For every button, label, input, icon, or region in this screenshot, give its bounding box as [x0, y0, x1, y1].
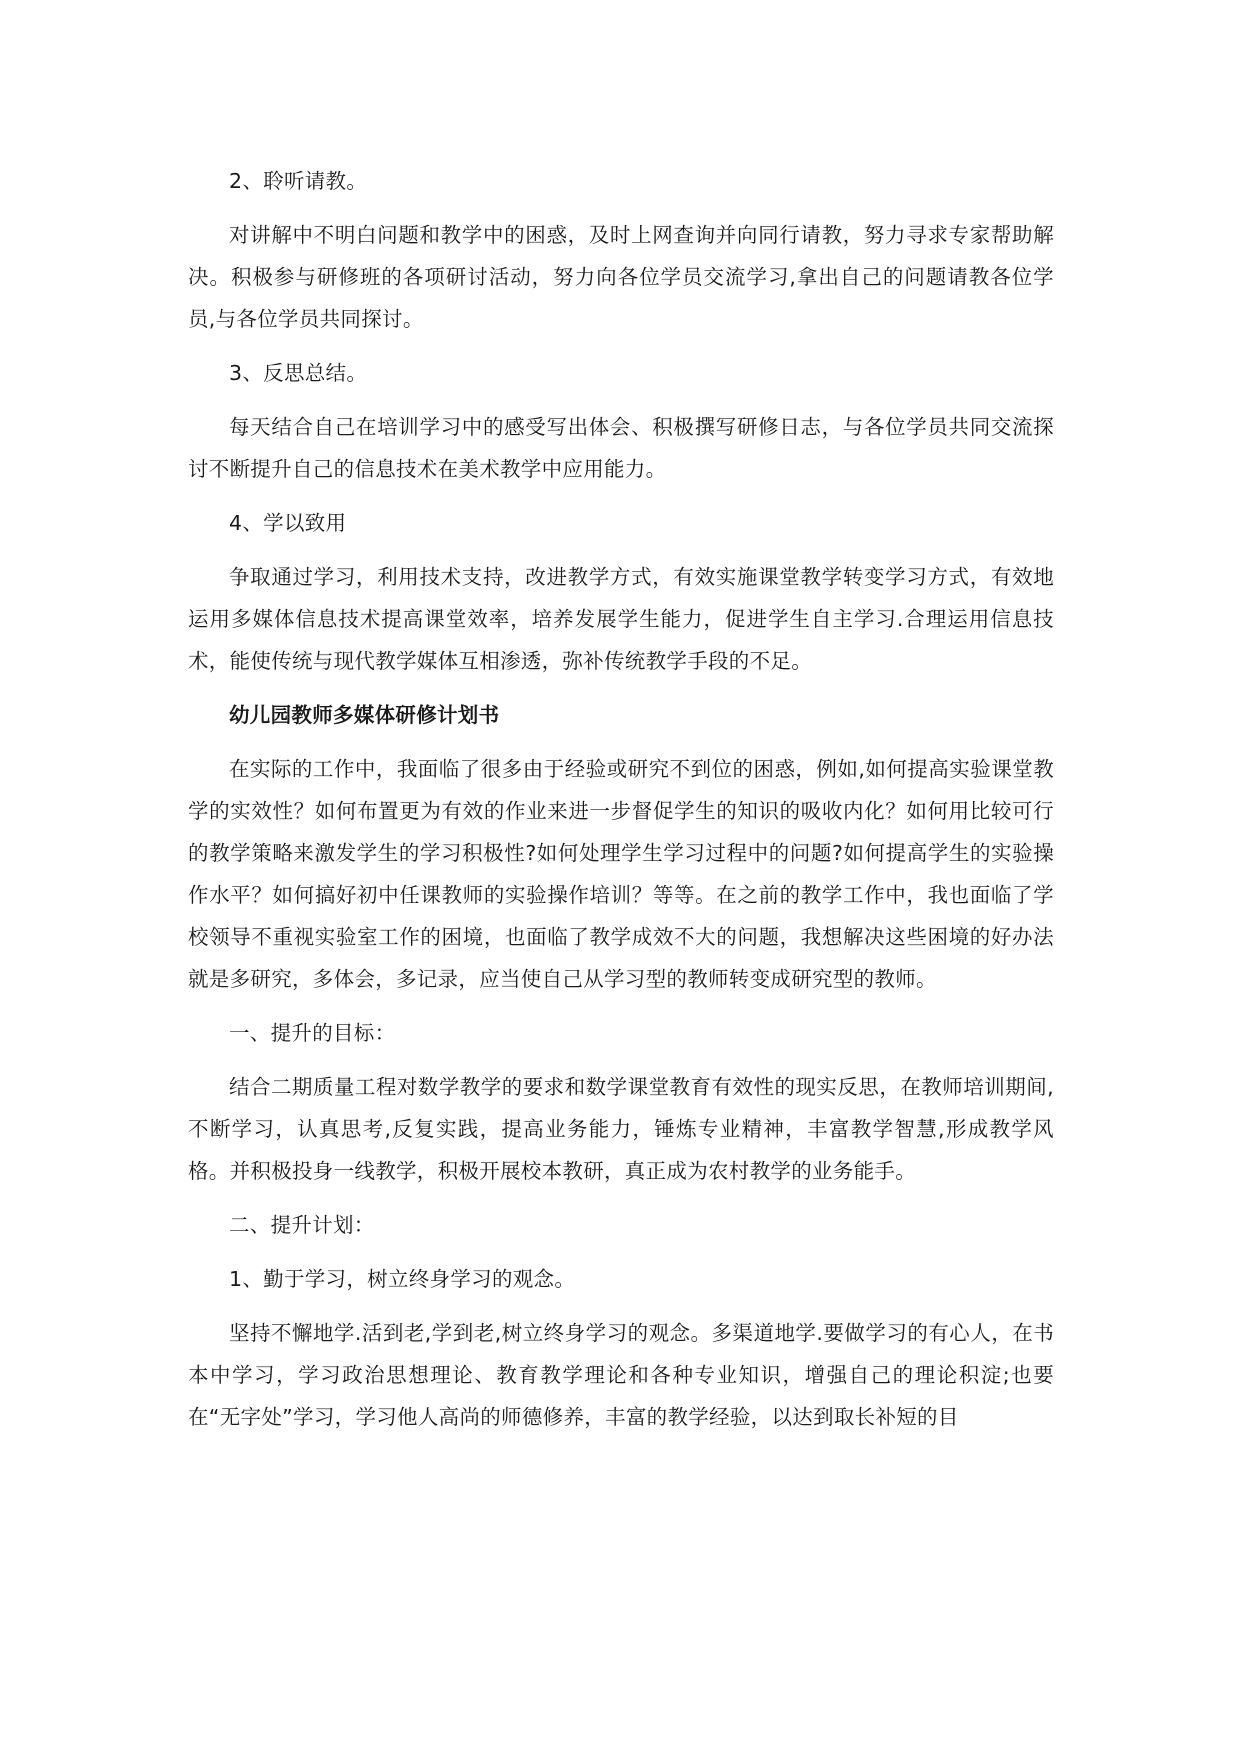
item-heading: 一、提升的目标： [229, 1021, 396, 1045]
body-paragraph: 在实际的工作中，我面临了很多由于经验或研究不到位的困惑，例如,如何提高实验课堂教学的实效性？如何布置更为有效的作业来进一步督促学生的知识的吸收内化？如何用比较可行的教学策略来激发学生的学习积极性?如何处理学生学习过程中的问题?如何提高学生的实验操作水平？如何搞好初中任课教师的实验操作培训？等等。在之前的教学工作中，我也面临了学校领导不重视实验室工作的困境，也面临了教学成效不大的问题，我想解决这些困境的好办法就是多研究，多体会，多记录，应当使自己从学习型的教师转变成研究型的教师。 [188, 757, 1054, 991]
body-paragraph: 结合二期质量工程对数学教学的要求和数学课堂教育有效性的现实反思，在教师培训期间,不断学习，认真思考,反复实践，提高业务能力，锤炼专业精神，丰富教学智慧,形成教学风格。并积极投身一线教学，积极开展校本教研，真正成为农村教学的业务能手。 [188, 1075, 1054, 1183]
item-heading: 1、勤于学习，树立终身学习的观念。 [229, 1267, 576, 1291]
item-heading: 二、提升计划： [229, 1213, 375, 1237]
item-heading: 3、反思总结。 [229, 361, 368, 385]
item-heading: 2、聆听请教。 [229, 169, 368, 193]
document-body [188, 160, 1054, 1438]
item-heading: 4、学以致用 [229, 511, 347, 535]
body-paragraph: 争取通过学习，利用技术支持，改进教学方式，有效实施课堂教学转变学习方式，有效地运用多媒体信息技术提高课堂效率，培养发展学生能力，促进学生自主学习.合理运用信息技术，能使传统与现代教学媒体互相渗透，弥补传统教学手段的不足。 [188, 565, 1054, 673]
section-title: 幼儿园教师多媒体研修计划书 [229, 703, 500, 727]
body-paragraph: 每天结合自己在培训学习中的感受写出体会、积极撰写研修日志，与各位学员共同交流探讨不断提升自己的信息技术在美术教学中应用能力。 [188, 415, 1054, 481]
body-paragraph: 对讲解中不明白问题和教学中的困惑，及时上网查询并向同行请教，努力寻求专家帮助解决。积极参与研修班的各项研讨活动，努力向各位学员交流学习,拿出自己的问题请教各位学员,与各位学员共同探讨。 [188, 223, 1054, 331]
body-paragraph: 坚持不懈地学.活到老,学到老,树立终身学习的观念。多渠道地学.要做学习的有心人，在书本中学习，学习政治思想理论、教育教学理论和各种专业知识，增强自己的理论积淀;也要在“无字处”学习，学习他人高尚的师德修养，丰富的教学经验，以达到取长补短的目 [188, 1321, 1054, 1429]
